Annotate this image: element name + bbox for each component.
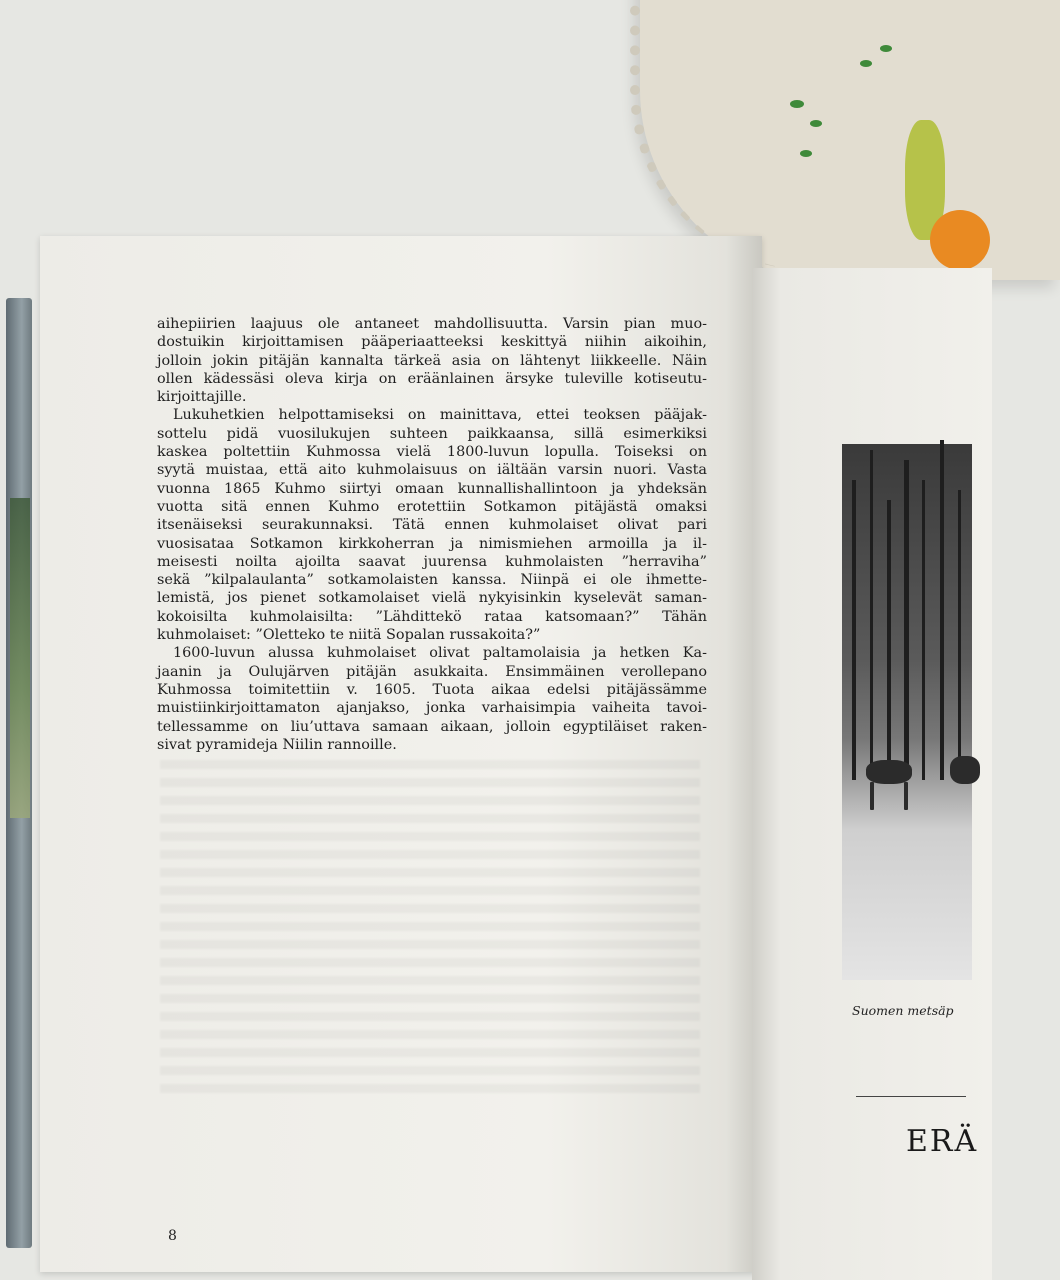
body-text (157, 315, 707, 754)
embroidery-stitch (880, 45, 892, 52)
reindeer-photo (842, 444, 972, 980)
embroidery-stitch (860, 60, 872, 67)
tree-trunk (904, 460, 909, 780)
reindeer-figure (950, 756, 980, 784)
text-line: kokoisilta kuhmolaisilta: ”Lähdittekö rataa katsomaan?” Tähän (157, 608, 707, 625)
text-line: sottelu pidä vuosilukujen suhteen paikkaansa, sillä esimerkiksi (157, 425, 707, 442)
text-line: vuosisataa Sotkamon kirkkoherran ja nimismiehen armoilla ja il- (157, 535, 707, 552)
tree-trunk (852, 480, 856, 780)
text-line: sivat pyramideja Niilin rannoille. (157, 736, 397, 753)
reindeer-figure (866, 760, 912, 784)
book-cover-edge (10, 498, 30, 818)
text-line: kirjoittajille. (157, 389, 247, 406)
text-line: kuhmolaiset: ”Oletteko te niitä Sopalan russakoita?” (157, 627, 541, 644)
page-number: 8 (168, 1228, 177, 1244)
reindeer-leg (870, 782, 874, 810)
text-line: lemistä, jos pienet sotkamolaiset vielä nykyisinkin kyselevät saman- (157, 590, 707, 607)
embroidery-flower (930, 210, 990, 270)
tree-trunk (922, 480, 925, 780)
text-line: Lukuhetkien helpottamiseksi on mainittava, ettei teoksen pääjak- (173, 407, 707, 424)
text-line: muistiinkirjoittamaton ajanjakso, jonka varhaisimpia vaiheita tavoi- (157, 700, 707, 717)
text-line: jaanin ja Oulujärven pitäjän asukkaita. Ensimmäinen verollepano (157, 663, 707, 680)
text-line: syytä muistaa, että aito kuhmolaisuus on iältään varsin nuori. Vasta (157, 462, 707, 479)
text-line: aihepiirien laajuus ole antaneet mahdollisuutta. Varsin pian muo- (157, 316, 707, 332)
text-line: sekä ”kilpalaulanta” sotkamolaisten kanssa. Niinpä ei ole ihmette- (157, 572, 707, 589)
tree-trunk (870, 450, 873, 780)
text-line: jolloin jokin pitäjän kannalta tärkeä asia on lähtenyt liikkeelle. Näin (157, 352, 707, 369)
photo-caption: Suomen metsäp (852, 1003, 954, 1018)
text-line: dostuikin kirjoittamisen pääperiaatteeksi keskittyä niihin aikoihin, (157, 334, 707, 351)
text-line: itsenäiseksi seurakunnaksi. Tätä ennen kuhmolaiset olivat pari (157, 517, 707, 534)
text-line: vuotta sitä ennen Kuhmo erotettiin Sotkamon pitäjästä omaksi (157, 498, 707, 515)
text-line: ollen kädessäsi oleva kirja on eräänlainen ärsyke tuleville kotiseutu- (157, 370, 707, 387)
text-line: kaskea poltettiin Kuhmossa vielä 1800-luvun lopulla. Toiseksi on (157, 444, 707, 461)
text-line: vuonna 1865 Kuhmo siirtyi omaan kunnallishallintoon ja yhdeksän (157, 480, 707, 497)
text-line: meisesti noilta ajoilta saavat juurensa kuhmolaisten ”herraviha” (157, 553, 707, 570)
lace-border (630, 0, 840, 270)
chapter-heading: ERÄ (906, 1124, 979, 1159)
tree-trunk (887, 500, 891, 780)
chapter-rule (856, 1096, 966, 1097)
tree-trunk (940, 440, 944, 780)
text-line: tellessamme on liu’uttava samaan aikaan, jolloin egyptiläiset raken- (157, 718, 707, 735)
tree-trunk (958, 490, 961, 780)
text-line: Kuhmossa toimitettiin v. 1605. Tuota aikaa edelsi pitäjässämme (157, 681, 707, 698)
reindeer-leg (904, 782, 908, 810)
show-through-text (160, 760, 700, 1100)
text-line: 1600-luvun alussa kuhmolaiset olivat paltamolaisia ja hetken Ka- (173, 645, 707, 662)
